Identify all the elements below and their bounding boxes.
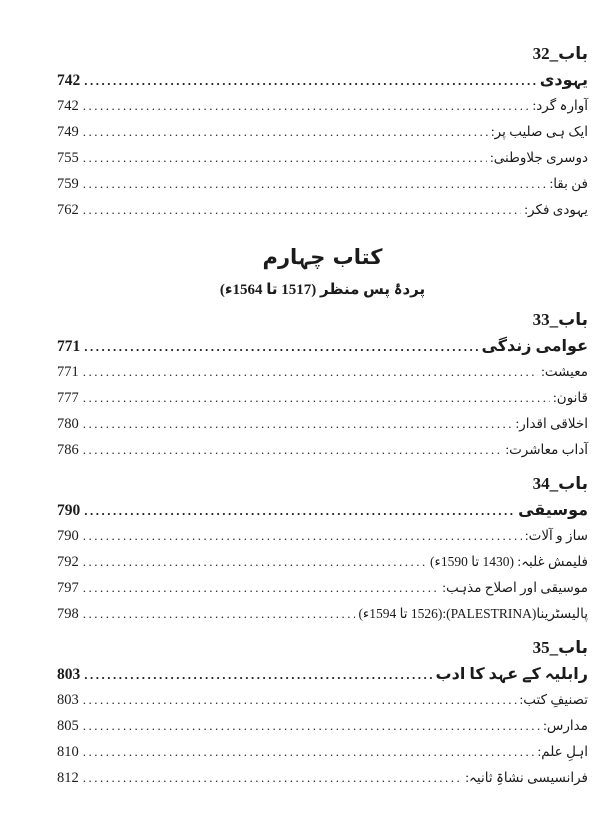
section-title: موسیقی <box>518 502 588 519</box>
entry-row <box>57 176 588 202</box>
entry-title: تصنیفِ کتب: <box>519 692 588 707</box>
entry-page-number: 755 <box>57 150 79 166</box>
dots-leader <box>84 339 478 355</box>
table-of-contents <box>57 42 588 796</box>
dots-leader <box>83 390 550 406</box>
entry-title: معیشت: <box>541 364 588 379</box>
entry-page-number: 762 <box>57 202 79 218</box>
entry-row <box>57 364 588 390</box>
book-part-heading <box>57 242 588 302</box>
dots-leader <box>83 554 427 570</box>
section-page-number: 790 <box>57 502 81 519</box>
entry-title: فن بقا: <box>549 176 588 191</box>
dots-leader <box>83 528 522 544</box>
entry-title: مدارس: <box>543 718 588 733</box>
entry-title: قانون: <box>553 390 588 405</box>
chapter-block-32 <box>57 42 588 228</box>
entry-page-number: 749 <box>57 124 79 140</box>
section-page-number: 803 <box>57 666 81 683</box>
entry-row <box>57 150 588 176</box>
entry-title: پالیسٹرینا(PALESTRINA):(1526 تا 1594ء) <box>358 606 588 621</box>
dots-leader <box>83 580 439 596</box>
entry-page-number: 792 <box>57 554 79 570</box>
entry-page-number: 805 <box>57 718 79 734</box>
section-page-number: 742 <box>57 72 81 89</box>
entry-row <box>57 770 588 796</box>
entry-row <box>57 390 588 416</box>
chapter-label: باب_34 <box>532 474 588 493</box>
entry-row <box>57 528 588 554</box>
entry-title: یہودی فکر: <box>524 202 588 217</box>
entry-title: دوسری جلاوطنی: <box>490 150 588 165</box>
dots-leader <box>83 692 517 708</box>
entry-row <box>57 124 588 150</box>
dots-leader <box>83 176 547 192</box>
entry-title: فرانسیسی نشاۃِ ثانیہ: <box>465 770 588 785</box>
entry-page-number: 786 <box>57 442 79 458</box>
dots-leader <box>83 202 522 218</box>
section-title: یہودی <box>539 72 588 89</box>
dots-leader <box>83 416 513 432</box>
entry-row <box>57 692 588 718</box>
entry-page-number: 771 <box>57 364 79 380</box>
chapter-label: باب_32 <box>532 44 588 63</box>
section-title: عوامی زندگی <box>481 338 588 355</box>
dots-leader <box>84 667 432 683</box>
entry-page-number: 803 <box>57 692 79 708</box>
dots-leader <box>83 770 462 786</box>
entry-page-number: 790 <box>57 528 79 544</box>
chapter-label: باب_33 <box>532 310 588 329</box>
entry-row <box>57 202 588 228</box>
entry-page-number: 742 <box>57 98 79 114</box>
entry-page-number: 797 <box>57 580 79 596</box>
dots-leader <box>84 503 515 519</box>
entry-row <box>57 416 588 442</box>
dots-leader <box>83 442 503 458</box>
entry-title: ایک ہی صلیب پر: <box>490 124 588 139</box>
section-row <box>57 336 588 364</box>
entry-row <box>57 98 588 124</box>
chapter-block-34 <box>57 472 588 632</box>
dots-leader <box>83 364 538 380</box>
dots-leader <box>83 124 488 140</box>
dots-leader <box>83 150 487 166</box>
book-part-subtitle: پردۂ پس منظر (1517 تا 1564ء) <box>219 282 426 298</box>
entry-title: اہلِ علم: <box>537 744 588 759</box>
section-row <box>57 70 588 98</box>
entry-row <box>57 554 588 580</box>
entry-title: آداب معاشرت: <box>505 442 588 457</box>
entry-title: اخلاقی اقدار: <box>515 416 588 431</box>
dots-leader <box>83 606 356 622</box>
book-part-title: کتاب چہارم <box>262 245 383 269</box>
dots-leader <box>83 718 540 734</box>
entry-row <box>57 744 588 770</box>
entry-title: فلیمش غلبہ: (1430 تا 1590ء) <box>430 554 588 569</box>
entry-page-number: 777 <box>57 390 79 406</box>
dots-leader <box>84 73 536 89</box>
entry-page-number: 759 <box>57 176 79 192</box>
chapter-block-35 <box>57 636 588 796</box>
section-page-number: 771 <box>57 338 81 355</box>
entry-row <box>57 442 588 468</box>
entry-page-number: 810 <box>57 744 79 760</box>
entry-title: ساز و آلات: <box>524 528 588 543</box>
entry-row <box>57 580 588 606</box>
dots-leader <box>83 744 535 760</box>
entry-row <box>57 606 588 632</box>
dots-leader <box>83 98 530 114</box>
section-row <box>57 664 588 692</box>
entry-page-number: 812 <box>57 770 79 786</box>
chapter-block-33 <box>57 308 588 468</box>
entry-page-number: 780 <box>57 416 79 432</box>
entry-page-number: 798 <box>57 606 79 622</box>
entry-title: موسیقی اور اصلاح مذہب: <box>442 580 588 595</box>
section-title: رابلیہ کے عہد کا ادب <box>435 666 588 683</box>
chapter-label: باب_35 <box>532 638 588 657</box>
section-row <box>57 500 588 528</box>
entry-title: آوارہ گرد: <box>532 98 588 113</box>
entry-row <box>57 718 588 744</box>
